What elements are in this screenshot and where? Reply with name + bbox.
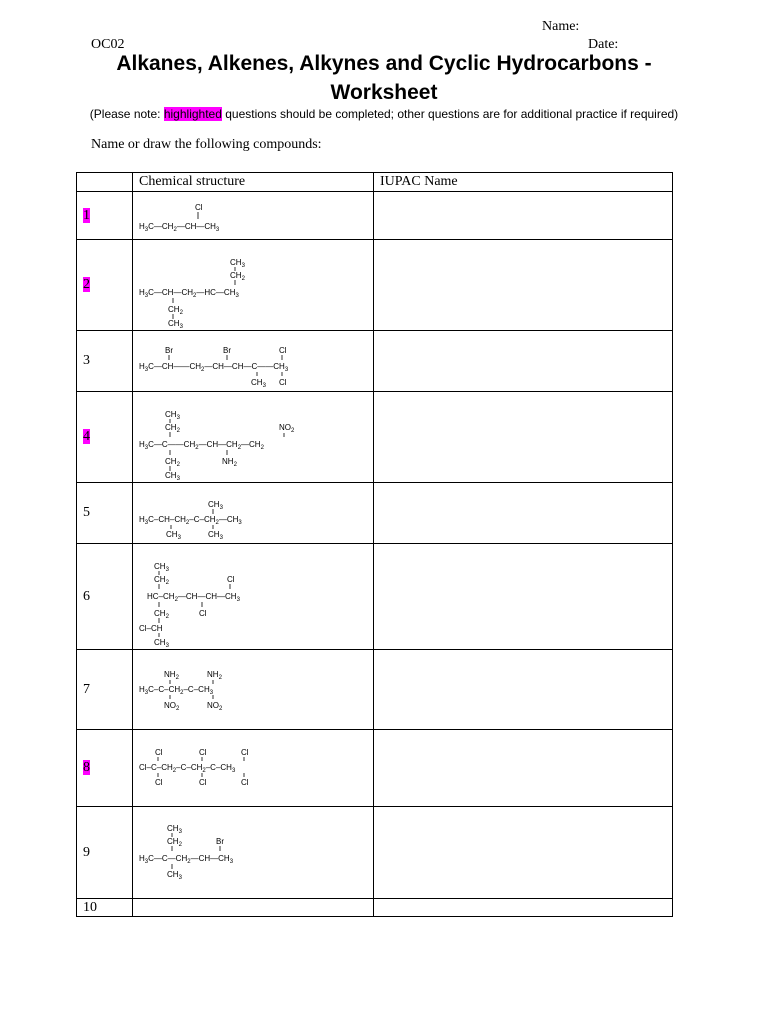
svg-text:CH3: $CH_3$ (165, 471, 180, 482)
question-number-label: 9 (83, 844, 90, 860)
svg-text:CH2: $CH_2$ (230, 271, 245, 282)
svg-text:Cl–CH: Cl–CH (139, 624, 163, 633)
chemical-structure-cell (133, 807, 374, 899)
structure-8 (133, 730, 374, 806)
worksheet-title-line-1: Alkanes, Alkenes, Alkynes and Cyclic Hydrocarbons - (116, 52, 652, 75)
svg-text:CH2: $CH_2$ (168, 305, 183, 316)
number-header (77, 173, 133, 192)
structure-9 (133, 807, 374, 898)
question-number-label: 5 (83, 505, 90, 520)
iupac-answer-cell[interactable] (374, 392, 673, 483)
chemical-structure-cell (133, 730, 374, 807)
svg-text:Cl: Cl (155, 778, 163, 787)
question-number-label: 2 (83, 277, 90, 292)
question-number-label: 8 (83, 760, 90, 775)
structure-3 (133, 331, 374, 391)
svg-text:Cl: Cl (279, 346, 287, 355)
note-highlighted-word: highlighted (163, 107, 222, 121)
svg-text:Br: Br (165, 346, 173, 355)
table-row (77, 192, 673, 240)
structure-6 (133, 544, 374, 649)
chemical-structure-cell (133, 392, 374, 483)
question-number (77, 192, 133, 240)
iupac-answer-cell[interactable] (374, 483, 673, 544)
iupac-answer-cell[interactable] (374, 807, 673, 899)
question-number (77, 544, 133, 650)
svg-text:CH3: $CH_3$ (167, 870, 182, 881)
svg-text:CH3: $CH_3$ (167, 824, 182, 835)
question-number (77, 240, 133, 331)
iupac-answer-cell[interactable] (374, 650, 673, 730)
table-row (77, 650, 673, 730)
table-row (77, 544, 673, 650)
chemical-structure-cell (133, 240, 374, 331)
svg-text:Cl: Cl (199, 778, 207, 787)
note-prefix: (Please note: (89, 107, 164, 121)
svg-text:CH2: $CH_2$ (154, 609, 169, 620)
iupac-answer-cell[interactable] (374, 331, 673, 392)
chemical-structure-cell (133, 192, 374, 240)
structure-2 (133, 240, 374, 330)
iupac-answer-cell[interactable] (374, 730, 673, 807)
svg-text:Cl–C–CH2–C–CH2–C–CH3: $Cl-C-CH_2-C-CH_2-C-CH_3$ (139, 763, 236, 774)
svg-text:NH2: $NH_2$ (164, 670, 179, 681)
iupac-answer-cell[interactable] (374, 192, 673, 240)
svg-text:CH3: $CH_3$ (230, 258, 245, 269)
svg-text:H3C—C—CH2—CH—CH3: $H_3C—C—CH_2—CH—CH_3$ (139, 854, 234, 865)
svg-text:CH3: $CH_3$ (251, 378, 266, 389)
svg-text:CH2: $CH_2$ (165, 457, 180, 468)
table-row (77, 730, 673, 807)
worksheet-table (76, 172, 673, 917)
table-header-row (77, 173, 673, 192)
question-number (77, 392, 133, 483)
question-number-label: 1 (83, 207, 90, 223)
svg-text:NO2: $NO_2$ (164, 701, 180, 712)
svg-text:Br: Br (223, 346, 231, 355)
chemical-structure-cell (133, 331, 374, 392)
svg-text:H3C—CH2—CH—CH3: $H_3C—CH_2—CH—CH_3$ (139, 222, 220, 233)
svg-text:CH3: $CH_3$ (166, 530, 181, 541)
structure-5 (133, 483, 374, 543)
question-number (77, 730, 133, 807)
table-row (77, 240, 673, 331)
svg-text:CH2: $CH_2$ (154, 575, 169, 586)
svg-text:Cl: Cl (241, 748, 249, 757)
question-number-label: 4 (83, 429, 90, 444)
structure-7 (133, 650, 374, 729)
question-number-label: 3 (83, 353, 90, 368)
svg-text:CH3: $CH_3$ (154, 638, 169, 649)
svg-text:CH3: $CH_3$ (208, 500, 223, 511)
svg-text:NO2: $NO_2$ (279, 423, 295, 434)
svg-text:CH2: $CH_2$ (167, 837, 182, 848)
question-number-label: 10 (83, 899, 97, 915)
chemical-structure-cell (133, 483, 374, 544)
svg-text:CH3: $CH_3$ (208, 530, 223, 541)
svg-text:Cl: Cl (199, 748, 207, 757)
svg-text:CH2: $CH_2$ (165, 423, 180, 434)
svg-text:Cl: Cl (227, 575, 235, 584)
course-code: OC02 (91, 37, 125, 52)
iupac-answer-cell[interactable] (374, 899, 673, 917)
svg-text:HC–CH2—CH—CH—CH3: $HC-CH_2—CH—CH—CH_3$ (147, 592, 240, 603)
question-number (77, 807, 133, 899)
svg-text:Cl: Cl (199, 609, 207, 618)
svg-text:CH3: $CH_3$ (165, 410, 180, 421)
chemical-structure-cell (133, 899, 374, 917)
svg-text:H3C—C——CH2—CH—CH2—CH2: $H_3C—C——CH_2—CH—CH_2—CH_2$ (139, 440, 264, 451)
svg-text:NH2: $NH_2$ (207, 670, 222, 681)
date-label: Date: (588, 37, 619, 52)
question-number (77, 483, 133, 544)
svg-text:CH3: $CH_3$ (168, 319, 183, 330)
svg-text:Cl: Cl (195, 203, 203, 212)
question-number (77, 331, 133, 392)
instruction: Name or draw the following compounds: (91, 137, 322, 152)
iupac-answer-cell[interactable] (374, 544, 673, 650)
question-number-label: 6 (83, 588, 90, 604)
structure-4 (133, 392, 374, 482)
chemical-structure-header: Chemical structure (133, 173, 374, 192)
note-suffix: questions should be completed; other questions are for additional practice if required) (221, 107, 679, 121)
worksheet-title-line-2: Worksheet (330, 81, 438, 104)
table-row (77, 807, 673, 899)
table-row (77, 899, 673, 917)
name-label: Name: (542, 19, 580, 34)
iupac-name-header: IUPAC Name (374, 173, 673, 192)
svg-text:CH3: $CH_3$ (154, 562, 169, 573)
question-number (77, 650, 133, 730)
svg-text:H3C–C–CH2–C–CH3: $H_3C-C-CH_2-C-CH_3$ (139, 685, 214, 696)
svg-text:Cl: Cl (279, 378, 287, 387)
table-row (77, 331, 673, 392)
svg-text:Cl: Cl (155, 748, 163, 757)
chemical-structure-cell (133, 544, 374, 650)
question-number-label: 7 (83, 681, 90, 697)
question-number (77, 899, 133, 917)
svg-text:H3C–CH–CH2–C–CH2—CH3: $H_3C-CH-CH_2-C-CH_2—CH_3$ (139, 515, 242, 526)
svg-text:H3C—CH——CH2—CH—CH—C——CH3: $H_3C—CH——CH_2—CH—CH—C——CH_3$ (139, 362, 289, 373)
svg-text:Cl: Cl (241, 778, 249, 787)
structure-1 (133, 192, 374, 239)
iupac-answer-cell[interactable] (374, 240, 673, 331)
table-row (77, 392, 673, 483)
svg-text:Br: Br (216, 837, 224, 846)
svg-text:H3C—CH—CH2—HC—CH3: $H_3C—CH—CH_2—HC—CH_3$ (139, 288, 239, 299)
svg-text:NO2: $NO_2$ (207, 701, 223, 712)
note (88, 107, 680, 121)
svg-text:NH2: $NH_2$ (222, 457, 237, 468)
chemical-structure-cell (133, 650, 374, 730)
table-row (77, 483, 673, 544)
